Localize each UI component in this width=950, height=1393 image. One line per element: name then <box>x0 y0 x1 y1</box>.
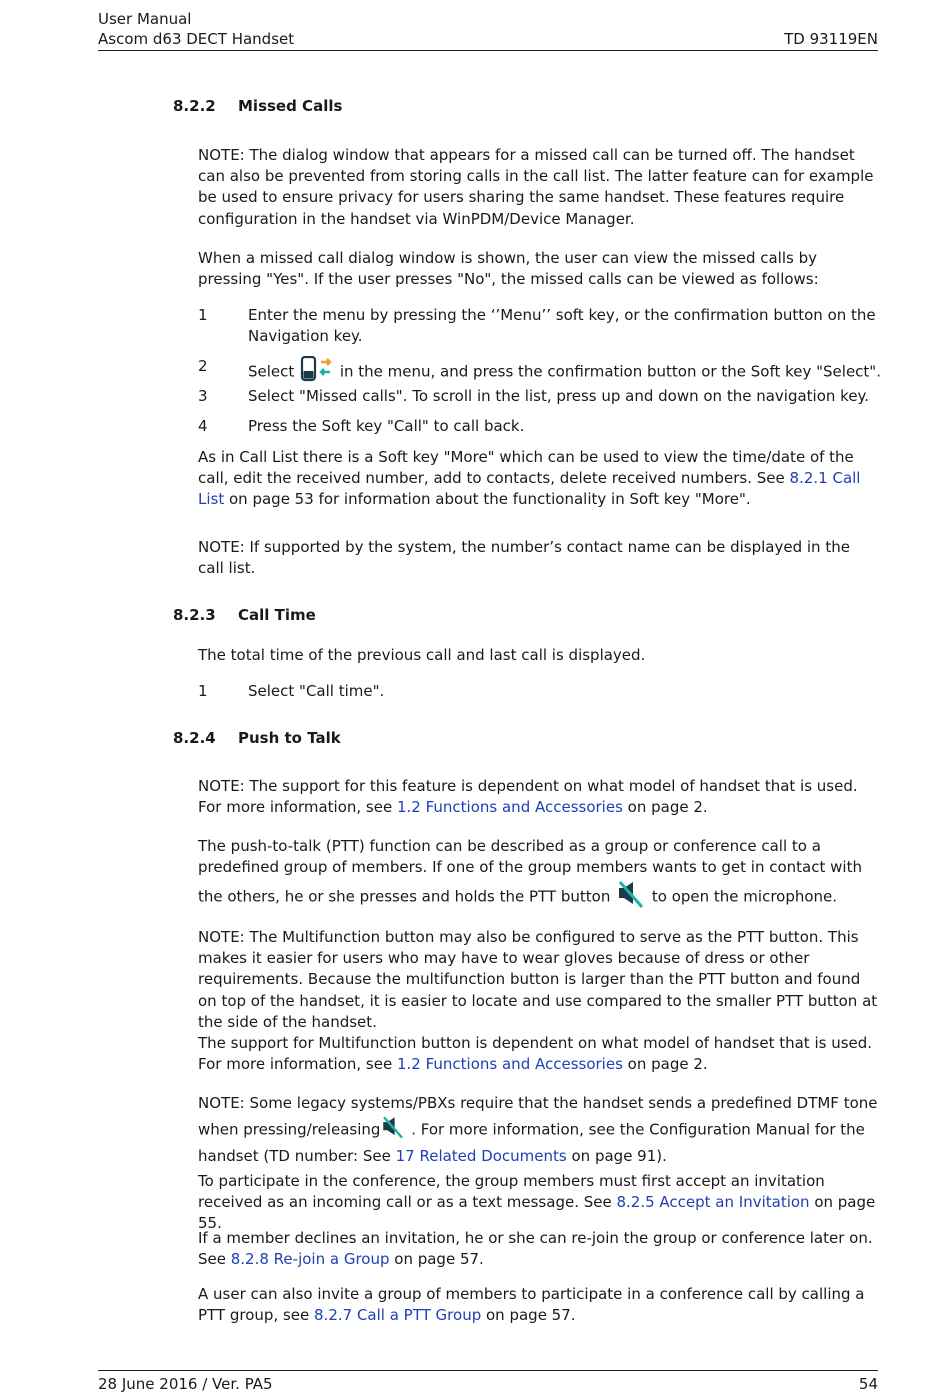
ptt-support-note <box>198 776 878 818</box>
missed-calls-note: NOTE: The dialog window that appears for a missed call can be turned off. The handset can also be prevented from storing calls in the call list. The latter feature can for example be used to ensure privacy for users sharing the same handset. These features require configuration in the handset via WinPDM/Device Manager. <box>198 146 874 228</box>
functions-accessories-link[interactable]: 1.2 Functions and Accessories <box>396 798 623 817</box>
call-ptt-group-link[interactable]: 8.2.7 Call a PTT Group <box>314 1306 482 1325</box>
section-heading-8-2-3 <box>173 606 316 624</box>
section-title: Missed Calls <box>238 97 343 115</box>
text: on page 57. <box>389 1250 484 1269</box>
page-footer <box>98 1370 878 1393</box>
ptt-description <box>198 836 878 917</box>
invite-paragraph <box>198 1284 878 1326</box>
step-text-pre: Select <box>248 362 295 381</box>
ptt-icon <box>615 878 647 916</box>
text: A user can also invite a group of members to participate in a conference call by calling a PTT group, see <box>198 1285 865 1325</box>
more-softkey-paragraph <box>198 447 878 511</box>
call-time-text: The total time of the previous call and last call is displayed. <box>198 646 646 664</box>
conference-paragraph <box>198 1171 878 1235</box>
call-list-icon <box>299 356 335 388</box>
step-text: Select "Call time". <box>248 682 385 700</box>
multifunction-support <box>198 1033 878 1075</box>
rejoin-group-link[interactable]: 8.2.8 Re-join a Group <box>230 1250 390 1269</box>
functions-accessories-link[interactable]: 1.2 Functions and Accessories <box>396 1055 623 1074</box>
dtmf-note <box>198 1093 878 1168</box>
step-number: 4 <box>198 417 208 435</box>
text: on page 53 for information about the functionality in Soft key "More". <box>224 490 751 509</box>
step-text: Enter the menu by pressing the ‘’Menu’’ soft key, or the confirmation button on the Navigation key. <box>248 306 876 346</box>
step-number: 3 <box>198 387 208 405</box>
step-number: 1 <box>198 682 208 700</box>
page-header <box>98 8 878 51</box>
rejoin-paragraph <box>198 1228 878 1270</box>
text: on page 91). <box>566 1147 667 1166</box>
step-text: Press the Soft key "Call" to call back. <box>248 417 525 435</box>
step-text-post: in the menu, and press the confirmation button or the Soft key "Select". <box>339 362 881 381</box>
section-title: Push to Talk <box>238 729 341 747</box>
call-list-link[interactable]: 8.2.1 Call List <box>198 469 861 509</box>
section-number: 8.2.3 <box>173 606 216 624</box>
date-version: 28 June 2016 / Ver. PA5 <box>98 1375 273 1393</box>
text: As in Call List there is a Soft key "More" which can be used to view the time/date of the call, edit the received number, add to contacts, delete received numbers. See <box>198 448 854 488</box>
step-number: 2 <box>198 357 208 375</box>
text: on page 2. <box>622 798 708 817</box>
text: NOTE: Some legacy systems/PBXs require that the handset sends a predefined DTMF tone when pressing/releasing <box>198 1094 878 1139</box>
text: The support for Multifunction button is dependent on what model of handset that is used. For more information, see <box>198 1034 873 1074</box>
text: NOTE: The support for this feature is dependent on what model of handset that is used. For more information, see <box>198 777 858 817</box>
section-number: 8.2.4 <box>173 729 216 747</box>
text: The push-to-talk (PTT) function can be described as a group or conference call to a predefined group of members. If one of the group members wants to get in contact with the others, he or she presses and holds the PTT button <box>198 837 862 907</box>
text: If a member declines an invitation, he or she can re-join the group or conference later on. See <box>198 1229 873 1269</box>
contact-name-note: NOTE: If supported by the system, the number’s contact name can be displayed in the call list. <box>198 538 850 578</box>
page-number: 54 <box>858 1375 878 1393</box>
text: on page 2. <box>622 1055 708 1074</box>
section-title: Call Time <box>238 606 316 624</box>
step-text: Select "Missed calls". To scroll in the list, press up and down on the navigation key. <box>248 387 870 405</box>
missed-calls-intro: When a missed call dialog window is shown, the user can view the missed calls by pressing "Yes". If the user presses "No", the missed calls can be viewed as follows: <box>198 249 819 289</box>
section-heading-8-2-4 <box>173 729 341 747</box>
step-text <box>248 356 888 388</box>
section-number: 8.2.2 <box>173 97 216 115</box>
accept-invitation-link[interactable]: 8.2.5 Accept an Invitation <box>616 1193 810 1212</box>
document-id: TD 93119EN <box>784 30 878 48</box>
text: on page 55. <box>198 1193 876 1233</box>
ptt-icon <box>380 1114 406 1146</box>
manual-label: User Manual <box>98 10 192 28</box>
text: To participate in the conference, the group members must first accept an invitation received as an incoming call or as a text message. See <box>198 1172 825 1212</box>
text: . For more information, see the Configuration Manual for the handset (TD number: See <box>198 1120 865 1166</box>
product-name: Ascom d63 DECT Handset <box>98 30 295 48</box>
text: to open the microphone. <box>647 888 838 907</box>
multifunction-note: NOTE: The Multifunction button may also be configured to serve as the PTT button. This makes it easier for users who may have to wear gloves because of dress or other requirements. Because the multifunction button is larger than the PTT button and found on top of the handset, it is easier to locate and use compared to the smaller PTT button at the side of the handset. <box>198 928 878 1031</box>
section-heading-8-2-2 <box>173 97 342 115</box>
related-documents-link[interactable]: 17 Related Documents <box>395 1147 567 1166</box>
text: on page 57. <box>481 1306 576 1325</box>
step-number: 1 <box>198 306 208 324</box>
